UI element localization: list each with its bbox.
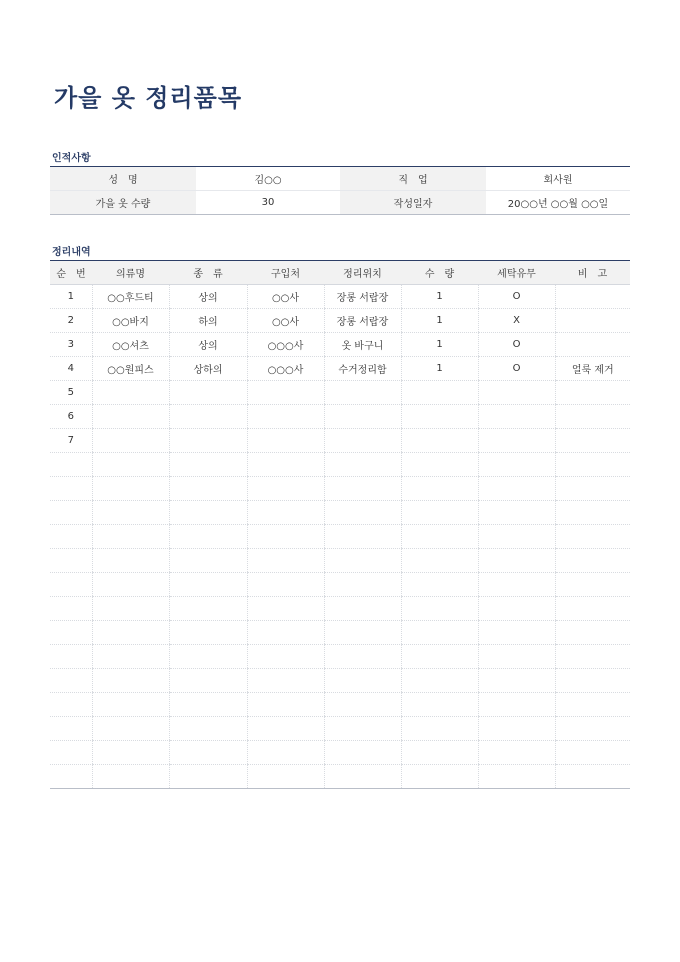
table-cell	[401, 693, 478, 717]
info-row	[50, 167, 630, 191]
table-row	[50, 453, 630, 477]
table-cell	[247, 717, 324, 741]
table-cell	[50, 669, 92, 693]
table-row	[50, 669, 630, 693]
table-cell	[401, 765, 478, 789]
table-row	[50, 573, 630, 597]
column-header: 세탁유무	[478, 261, 555, 285]
table-cell: O	[478, 333, 555, 357]
table-cell	[247, 693, 324, 717]
table-row	[50, 309, 630, 333]
table-cell	[92, 549, 169, 573]
table-cell	[401, 381, 478, 405]
table-cell	[247, 573, 324, 597]
table-cell	[324, 597, 401, 621]
table-row	[50, 693, 630, 717]
table-cell: 옷 바구니	[324, 333, 401, 357]
table-cell	[324, 381, 401, 405]
table-cell	[92, 645, 169, 669]
table-cell: 1	[401, 285, 478, 309]
table-cell	[478, 597, 555, 621]
table-cell: O	[478, 285, 555, 309]
personal-info-table	[50, 166, 630, 215]
table-cell	[324, 645, 401, 669]
table-cell	[50, 621, 92, 645]
table-cell	[555, 405, 630, 429]
table-cell	[169, 453, 247, 477]
table-cell	[478, 525, 555, 549]
table-cell	[324, 573, 401, 597]
column-header: 순 번	[50, 261, 92, 285]
table-row	[50, 549, 630, 573]
table-cell	[169, 621, 247, 645]
table-cell	[324, 453, 401, 477]
page-title: 가을 옷 정리품목	[54, 84, 242, 112]
table-cell	[324, 693, 401, 717]
table-cell: ○○셔츠	[92, 333, 169, 357]
table-cell: 1	[50, 285, 92, 309]
table-cell	[50, 573, 92, 597]
table-row	[50, 717, 630, 741]
table-cell	[92, 741, 169, 765]
table-cell: 1	[401, 309, 478, 333]
table-cell	[555, 477, 630, 501]
table-cell	[247, 645, 324, 669]
table-cell	[92, 621, 169, 645]
table-cell: 얼룩 제거	[555, 357, 630, 381]
table-cell	[50, 765, 92, 789]
info-value: 회사원	[486, 167, 630, 191]
table-cell	[555, 573, 630, 597]
table-cell	[478, 381, 555, 405]
table-cell	[169, 477, 247, 501]
table-cell	[169, 645, 247, 669]
table-cell	[555, 453, 630, 477]
table-cell	[50, 741, 92, 765]
table-row	[50, 477, 630, 501]
table-cell	[92, 573, 169, 597]
table-cell	[50, 549, 92, 573]
table-cell	[555, 765, 630, 789]
table-cell	[555, 549, 630, 573]
table-cell	[169, 717, 247, 741]
table-cell	[169, 381, 247, 405]
table-cell: 상하의	[169, 357, 247, 381]
table-cell	[324, 501, 401, 525]
table-cell: 4	[50, 357, 92, 381]
table-cell	[478, 669, 555, 693]
table-row	[50, 429, 630, 453]
table-cell: 1	[401, 357, 478, 381]
info-value: 30	[261, 197, 275, 208]
table-cell	[401, 549, 478, 573]
table-cell	[169, 525, 247, 549]
table-cell	[169, 429, 247, 453]
table-cell	[478, 405, 555, 429]
table-cell: 수거정리함	[324, 357, 401, 381]
table-cell	[478, 453, 555, 477]
info-label: 가을 옷 수량	[50, 191, 196, 215]
clothes-list-table	[50, 260, 630, 789]
table-cell: X	[478, 309, 555, 333]
column-header: 정리위치	[324, 261, 401, 285]
table-row	[50, 645, 630, 669]
info-value: 20○○년 ○○월 ○○일	[507, 199, 609, 210]
table-cell	[169, 405, 247, 429]
table-header-row	[50, 261, 630, 285]
table-cell	[401, 405, 478, 429]
table-cell: 3	[50, 333, 92, 357]
table-cell	[169, 549, 247, 573]
table-cell	[478, 549, 555, 573]
table-row	[50, 765, 630, 789]
table-cell	[50, 453, 92, 477]
table-cell: 6	[50, 405, 92, 429]
table-cell	[324, 621, 401, 645]
table-cell	[478, 501, 555, 525]
table-cell	[247, 621, 324, 645]
table-cell	[555, 309, 630, 333]
info-label: 작성일자	[340, 191, 486, 215]
table-cell: 상의	[169, 333, 247, 357]
table-cell: 5	[50, 381, 92, 405]
table-cell: ○○바지	[92, 309, 169, 333]
table-cell	[324, 525, 401, 549]
table-cell	[247, 549, 324, 573]
table-cell	[247, 477, 324, 501]
table-cell	[92, 669, 169, 693]
table-cell	[169, 501, 247, 525]
table-cell	[247, 741, 324, 765]
table-row	[50, 525, 630, 549]
table-cell	[247, 453, 324, 477]
table-cell	[478, 477, 555, 501]
table-row	[50, 381, 630, 405]
table-cell	[324, 669, 401, 693]
table-cell	[92, 597, 169, 621]
table-row	[50, 741, 630, 765]
table-cell	[555, 525, 630, 549]
table-cell	[401, 501, 478, 525]
table-cell: ○○후드티	[92, 285, 169, 309]
table-cell	[555, 621, 630, 645]
table-cell	[401, 717, 478, 741]
table-cell	[555, 693, 630, 717]
table-cell	[169, 741, 247, 765]
table-cell	[401, 741, 478, 765]
table-row	[50, 501, 630, 525]
table-cell	[92, 477, 169, 501]
table-cell	[324, 405, 401, 429]
table-cell	[247, 405, 324, 429]
table-cell: ○○사	[247, 285, 324, 309]
table-cell	[247, 429, 324, 453]
table-cell: 하의	[169, 309, 247, 333]
table-cell	[50, 501, 92, 525]
list-section-label: 정리내역	[52, 247, 91, 258]
table-cell	[50, 717, 92, 741]
table-cell: ○○○사	[247, 357, 324, 381]
table-cell	[478, 621, 555, 645]
table-cell	[247, 669, 324, 693]
table-cell	[555, 333, 630, 357]
column-header: 의류명	[92, 261, 169, 285]
table-cell	[50, 525, 92, 549]
table-cell: 2	[50, 309, 92, 333]
info-label: 직 업	[340, 167, 486, 191]
table-cell	[324, 717, 401, 741]
table-cell: 1	[401, 333, 478, 357]
column-header: 종 류	[169, 261, 247, 285]
table-cell	[324, 549, 401, 573]
table-row	[50, 621, 630, 645]
table-cell	[50, 693, 92, 717]
table-cell	[50, 645, 92, 669]
table-row	[50, 405, 630, 429]
table-cell	[555, 645, 630, 669]
table-cell	[555, 741, 630, 765]
info-label: 성 명	[50, 167, 196, 191]
table-cell	[92, 717, 169, 741]
table-cell	[169, 597, 247, 621]
table-row	[50, 285, 630, 309]
table-cell	[401, 573, 478, 597]
table-cell	[478, 573, 555, 597]
table-cell	[401, 597, 478, 621]
table-cell	[555, 717, 630, 741]
table-cell	[92, 429, 169, 453]
table-cell: 7	[50, 429, 92, 453]
table-cell	[169, 573, 247, 597]
column-header: 구입처	[247, 261, 324, 285]
table-cell	[401, 525, 478, 549]
table-cell	[247, 525, 324, 549]
info-value: 김○○	[196, 167, 340, 191]
table-cell	[478, 693, 555, 717]
table-cell	[247, 765, 324, 789]
table-cell	[92, 405, 169, 429]
table-cell	[324, 765, 401, 789]
table-cell	[401, 645, 478, 669]
table-cell	[324, 741, 401, 765]
table-cell	[247, 381, 324, 405]
table-cell	[478, 765, 555, 789]
table-cell	[247, 597, 324, 621]
table-row	[50, 597, 630, 621]
table-cell: 장롱 서랍장	[324, 309, 401, 333]
table-cell	[555, 429, 630, 453]
table-cell: ○○원피스	[92, 357, 169, 381]
table-cell	[324, 477, 401, 501]
table-cell	[324, 429, 401, 453]
personal-section-label: 인적사항	[52, 153, 91, 164]
table-cell	[92, 765, 169, 789]
table-cell	[92, 693, 169, 717]
table-cell	[478, 741, 555, 765]
table-cell	[247, 501, 324, 525]
table-cell	[92, 501, 169, 525]
table-cell	[555, 669, 630, 693]
table-cell	[401, 477, 478, 501]
table-cell	[50, 597, 92, 621]
table-row	[50, 357, 630, 381]
table-cell	[401, 621, 478, 645]
table-cell	[92, 381, 169, 405]
table-cell	[478, 717, 555, 741]
table-cell	[169, 693, 247, 717]
table-row	[50, 333, 630, 357]
table-cell	[169, 765, 247, 789]
table-cell: ○○○사	[247, 333, 324, 357]
column-header: 비 고	[555, 261, 630, 285]
table-cell: O	[478, 357, 555, 381]
table-cell	[555, 597, 630, 621]
table-cell	[50, 477, 92, 501]
table-cell	[92, 525, 169, 549]
table-cell	[555, 285, 630, 309]
table-cell	[169, 669, 247, 693]
table-cell	[401, 429, 478, 453]
table-cell	[478, 645, 555, 669]
info-row	[50, 191, 630, 215]
table-cell	[401, 453, 478, 477]
table-cell: ○○사	[247, 309, 324, 333]
column-header: 수 량	[401, 261, 478, 285]
table-cell	[478, 429, 555, 453]
table-cell	[555, 381, 630, 405]
table-cell	[555, 501, 630, 525]
table-cell: 장롱 서랍장	[324, 285, 401, 309]
table-cell	[92, 453, 169, 477]
table-cell: 상의	[169, 285, 247, 309]
table-cell	[401, 669, 478, 693]
